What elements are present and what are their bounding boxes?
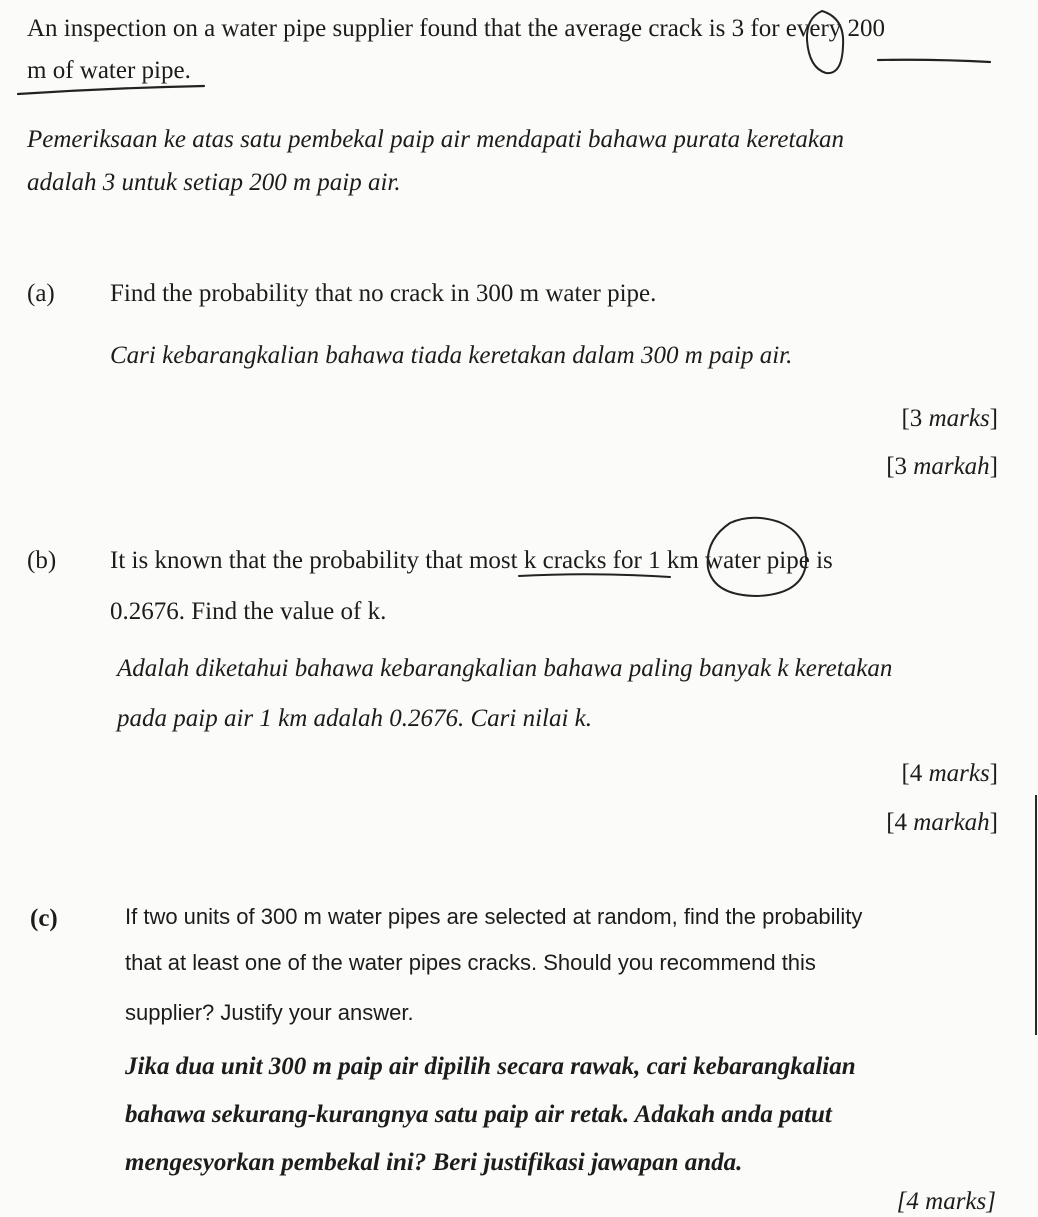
question-label-a: (a)	[27, 280, 55, 307]
question-a-malay: Cari kebarangkalian bahawa tiada keretakan dalam 300 m paip air.	[110, 342, 793, 369]
question-c-malay-line-1: Jika dua unit 300 m paip air dipilih secara rawak, cari kebarangkalian	[125, 1053, 856, 1080]
question-b-english-line-2: 0.2676. Find the value of k.	[110, 598, 387, 625]
question-b-marks: [4 marks]	[901, 760, 998, 787]
question-c-malay-line-2: bahawa sekurang-kurangnya satu paip air retak. Adakah anda patut	[125, 1101, 832, 1128]
intro-english-line-1: An inspection on a water pipe supplier found that the average crack is 3 for every 200	[27, 15, 886, 42]
question-label-b: (b)	[27, 547, 57, 574]
pen-underline-m-of-water-pipe	[18, 86, 204, 94]
question-b-malay-line-1: Adalah diketahui bahawa kebarangkalian bahawa paling banyak k keretakan	[117, 655, 893, 682]
question-b-english-line-1: It is known that the probability that most k cracks for 1 km water pipe is	[110, 547, 833, 574]
question-c-english-line-2: that at least one of the water pipes cracks. Should you recommend this	[125, 950, 816, 975]
question-b-markah: [4 markah]	[886, 809, 998, 836]
question-label-c: (c)	[30, 905, 58, 932]
question-a-markah: [3 markah]	[886, 453, 998, 480]
page-edge-line	[1035, 795, 1037, 1035]
pen-underline-every-200	[878, 60, 990, 62]
intro-malay-line-2: adalah 3 untuk setiap 200 m paip air.	[27, 169, 401, 196]
question-c-english-line-3: supplier? Justify your answer.	[125, 1000, 414, 1025]
question-b-malay-line-2: pada paip air 1 km adalah 0.2676. Cari nilai k.	[117, 705, 592, 732]
question-c-marks-cutoff: [4 marks]	[896, 1188, 996, 1215]
question-a-marks: [3 marks]	[901, 405, 998, 432]
intro-malay-line-1: Pemeriksaan ke atas satu pembekal paip air mendapati bahawa purata keretakan	[27, 126, 844, 153]
question-c-english-line-1: If two units of 300 m water pipes are selected at random, find the probability	[125, 904, 863, 929]
question-c-malay-line-3: mengesyorkan pembekal ini? Beri justifikasi jawapan anda.	[125, 1149, 743, 1176]
question-a-english: Find the probability that no crack in 300 m water pipe.	[110, 280, 657, 307]
intro-english-line-2: m of water pipe.	[27, 57, 191, 84]
